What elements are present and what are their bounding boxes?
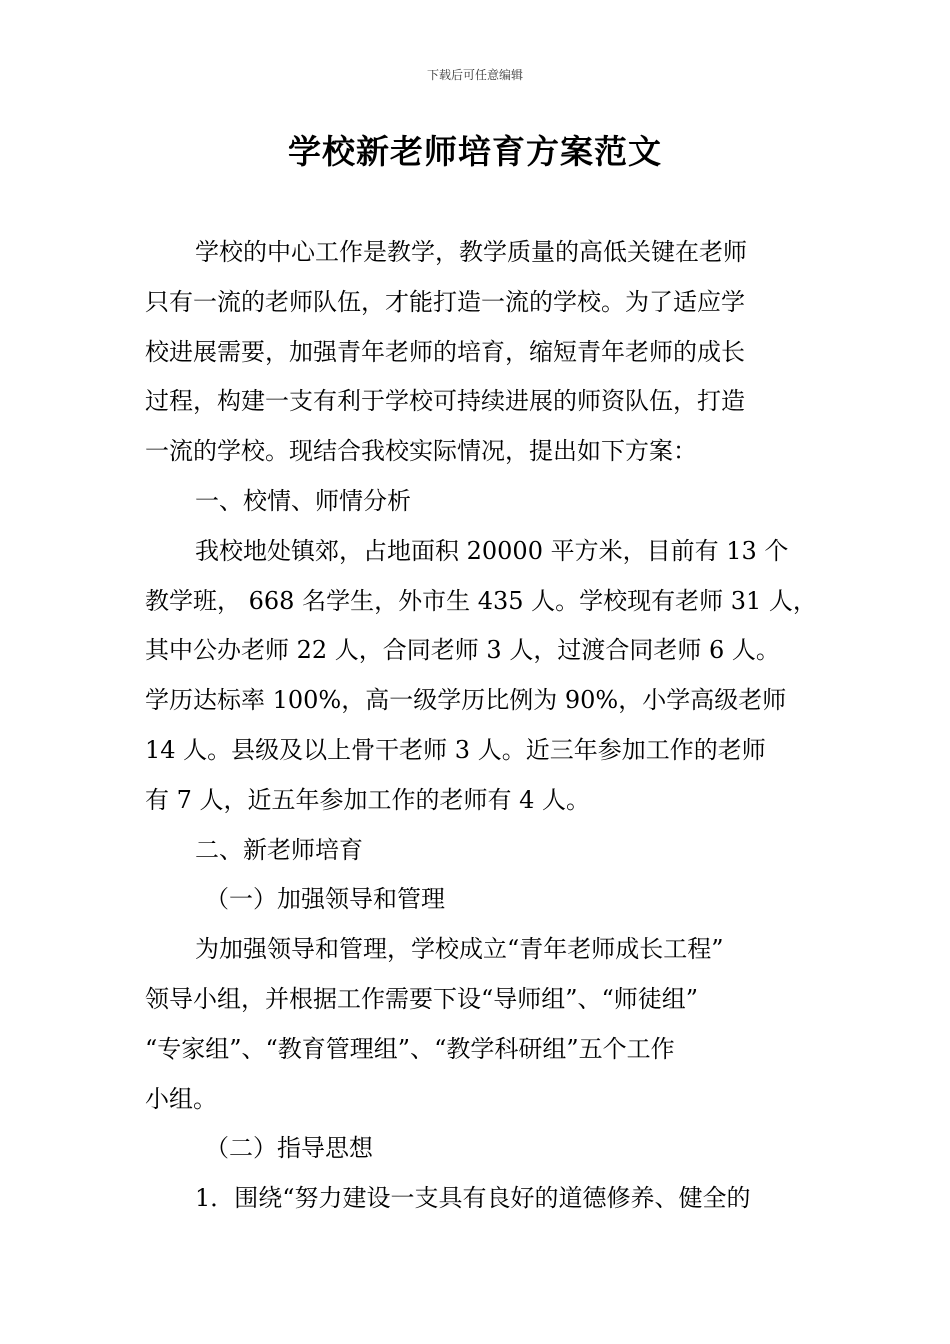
section-heading: 二、新老师培育: [195, 835, 363, 864]
section-heading: 一、校情、师情分析: [195, 486, 411, 515]
paragraph-line: 一流的学校。现结合我校实际情况，提出如下方案：: [145, 437, 697, 466]
paragraph-line: 14 人。县级及以上骨干老师 3 人。近三年参加工作的老师: [145, 735, 766, 764]
paragraph-line: 过程，构建一支有利于学校可持续进展的师资队伍，打造: [145, 387, 745, 416]
paragraph-line: 学历达标率 100%，高一级学历比例为 90%，小学高级老师: [145, 686, 787, 715]
paragraph-line: 校进展需要，加强青年老师的培育，缩短青年老师的成长: [145, 337, 745, 366]
paragraph-line: 学校的中心工作是教学，教学质量的高低关键在老师: [195, 238, 747, 266]
paragraph-line: 为加强领导和管理，学校成立“青年老师成长工程”: [195, 935, 724, 964]
paragraph-line: 小组。: [145, 1084, 217, 1113]
paragraph-line: 领导小组，并根据工作需要下设“导师组”、“师徒组”: [145, 984, 699, 1013]
paragraph-line: 我校地处镇郊，占地面积 20000 平方米，目前有 13 个: [195, 536, 789, 565]
paragraph-line: “专家组”、“教育管理组”、“教学科研组”五个工作: [145, 1034, 675, 1063]
paragraph-line: 只有一流的老师队伍，才能打造一流的学校。为了适应学: [145, 287, 745, 316]
subsection-heading: （一）加强领导和管理: [205, 885, 445, 914]
paragraph-line: 教学班， 668 名学生，外市生 435 人。学校现有老师 31 人，: [145, 586, 817, 615]
subsection-heading: （二）指导思想: [205, 1134, 373, 1163]
page-header-note: 下载后可任意编辑: [426, 68, 523, 82]
document-body: [145, 228, 817, 1224]
document-title: 学校新老师培育方案范文: [288, 132, 662, 171]
paragraph-line: 有 7 人，近五年参加工作的老师有 4 人。: [145, 785, 591, 814]
paragraph-line: 1．围绕“努力建设一支具有良好的道德修养、健全的: [195, 1184, 751, 1213]
paragraph-line: 其中公办老师 22 人，合同老师 3 人，过渡合同老师 6 人。: [145, 636, 780, 665]
